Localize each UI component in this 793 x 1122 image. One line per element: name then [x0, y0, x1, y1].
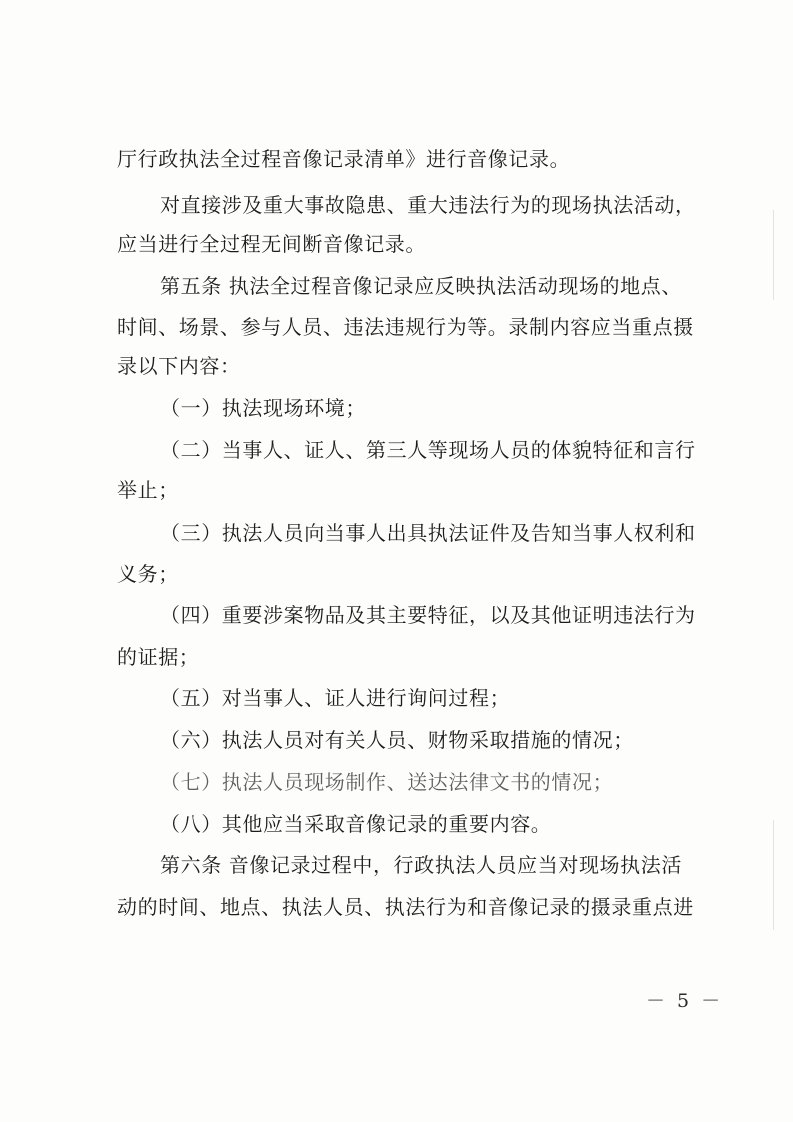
- text-line: （四）重要涉案物品及其主要特征，以及其他证明违法行为: [160, 603, 696, 627]
- text-line: （五）对当事人、证人进行询问过程；: [160, 686, 511, 710]
- text-line: （七）执法人员现场制作、送达法律文书的情况；: [160, 770, 614, 794]
- text-line: 第五条 执法全过程音像记录应反映执法活动现场的地点、: [160, 274, 682, 298]
- text-line: 时间、场景、参与人员、违法违规行为等。录制内容应当重点摄: [117, 315, 694, 339]
- text-line: 第六条 音像记录过程中，行政执法人员应当对现场执法活: [160, 853, 682, 877]
- text-line: 应当进行全过程无间断音像记录。: [117, 232, 426, 256]
- text-line: 的证据；: [117, 645, 200, 669]
- text-line: （三）执法人员向当事人出具执法证件及告知当事人权利和: [160, 521, 696, 545]
- text-line: （二）当事人、证人、第三人等现场人员的体貌特征和言行: [160, 438, 696, 462]
- text-line: 义务；: [117, 562, 179, 586]
- text-line: （八）其他应当采取音像记录的重要内容。: [160, 812, 552, 836]
- text-line: 动的时间、地点、执法人员、执法行为和音像记录的摄录重点进: [117, 895, 694, 919]
- text-line: 对直接涉及重大事故隐患、重大违法行为的现场执法活动，: [160, 193, 696, 217]
- text-line: （六）执法人员对有关人员、财物采取措施的情况；: [160, 728, 634, 752]
- page-number: － 5 －: [646, 990, 724, 1012]
- text-line: （一）执法现场环境；: [160, 396, 366, 420]
- text-line: 厅行政执法全过程音像记录清单》进行音像记录。: [117, 147, 571, 171]
- text-line: 举止；: [117, 478, 179, 502]
- text-line: 录以下内容：: [117, 354, 241, 378]
